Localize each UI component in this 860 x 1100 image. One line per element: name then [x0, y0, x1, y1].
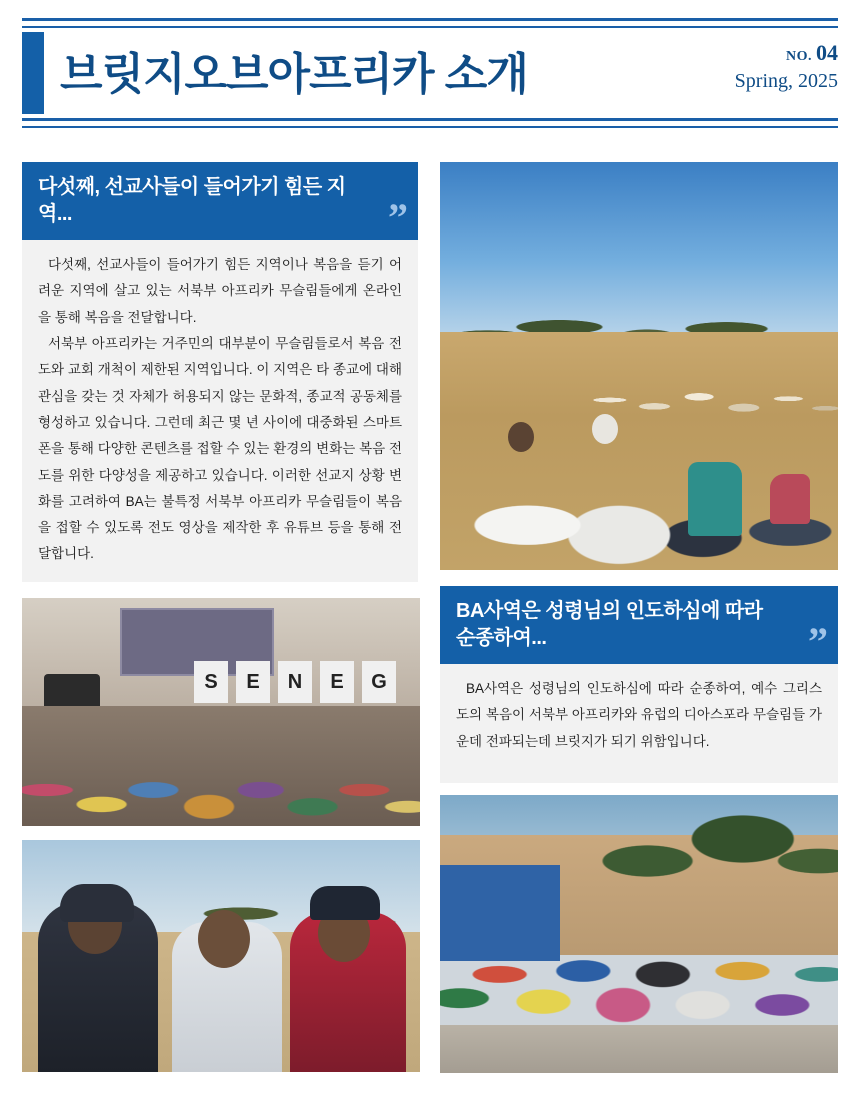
photo-woman-center-head — [198, 910, 250, 968]
letter-e: E — [236, 661, 270, 703]
issue-season: Spring, 2025 — [734, 70, 838, 92]
issue-line — [735, 40, 838, 66]
photo-letter-boards — [194, 660, 404, 704]
photo-children — [440, 869, 838, 1039]
quote-icon: ” — [808, 619, 826, 664]
spacer — [440, 783, 838, 795]
article-heading: BA사역은 성령님의 인도하심에 따라 순종하여... — [456, 600, 763, 649]
article-paragraph: 다섯째, 선교사들이 들어가기 힘든 지역이나 복음을 듣기 어려운 지역에 살고 있는 서북부 아프리카 무슬림들에게 온라인을 통해 복음을 전달합니다. — [38, 257, 402, 325]
article-body — [440, 664, 838, 769]
quote-icon: ” — [388, 195, 406, 240]
spacer — [22, 582, 418, 598]
page-title: 브릿지오브아프리카 소개 — [60, 50, 528, 99]
header-rule-bottom-thin — [22, 126, 838, 128]
photo-herders-cattle — [440, 162, 838, 570]
header-rule-bottom — [22, 118, 838, 121]
spacer — [22, 826, 418, 840]
letter-e2: E — [320, 661, 354, 703]
photo-children-group — [440, 795, 838, 1073]
photo-person-teal-robe — [688, 462, 742, 536]
letter-s: S — [194, 661, 228, 703]
header-rule-top-thin — [22, 26, 838, 28]
issue-meta — [735, 40, 838, 93]
article-header — [440, 586, 838, 664]
photo-ground — [440, 1025, 838, 1073]
letter-n: N — [278, 661, 312, 703]
issue-label: NO. — [786, 49, 812, 64]
header-accent-block — [22, 32, 44, 114]
article-ba-ministry — [440, 586, 838, 783]
photo-woman-right-headwrap — [310, 886, 380, 920]
photo-audience — [22, 706, 420, 826]
issue-number: 04 — [816, 40, 838, 65]
photo-woman-left-headscarf — [60, 884, 134, 922]
photo-person-head-left — [508, 422, 534, 452]
photo-person-red-robe — [770, 474, 810, 524]
page-header — [22, 18, 838, 128]
spacer — [440, 570, 838, 586]
header-rule-top — [22, 18, 838, 21]
article-header — [22, 162, 418, 240]
article-body — [22, 240, 418, 568]
article-paragraph: BA사역은 성령님의 인도하심에 따라 순종하여, 예수 그리스도의 복음이 서북부 아프리카와 유럽의 디아스포라 무슬림들 가운데 전파되는데 브릿지가 되기 위함입니다. — [456, 681, 822, 749]
article-paragraph: 서북부 아프리카는 거주민의 대부분이 무슬림들로서 복음 전도와 교회 개척이 제한된 지역입니다. 이 지역은 타 종교에 대해 관심을 갖는 것 자체가 허용되지 않는 문화적, 종교적 공동체를 형성하고 있습니다. 그런데 최근 몇 년 사이에 대중화된 스마트폰을 통해 다양한 콘텐츠를 접할 수 있는 환경의 변화는 복음 전도를 위한 다양성을 제공하고 있습니다. 이러한 선교지 상황 변화를 고려하여 BA는 불특정 서북부 아프리카 무슬림들이 복음을 접할 수 있도록 전도 영상을 제작한 후 유튜브 등을 통해 전달합니다. — [38, 335, 402, 562]
photo-three-women — [22, 840, 420, 1072]
left-column — [22, 162, 418, 1072]
photo-person-head-center — [592, 414, 618, 444]
letter-g: G — [362, 661, 396, 703]
photo-church-gathering — [22, 598, 420, 826]
article-missionary-access — [22, 162, 418, 582]
article-heading: 다섯째, 선교사들이 들어가기 힘든 지역... — [38, 176, 346, 225]
right-column — [440, 162, 838, 1073]
